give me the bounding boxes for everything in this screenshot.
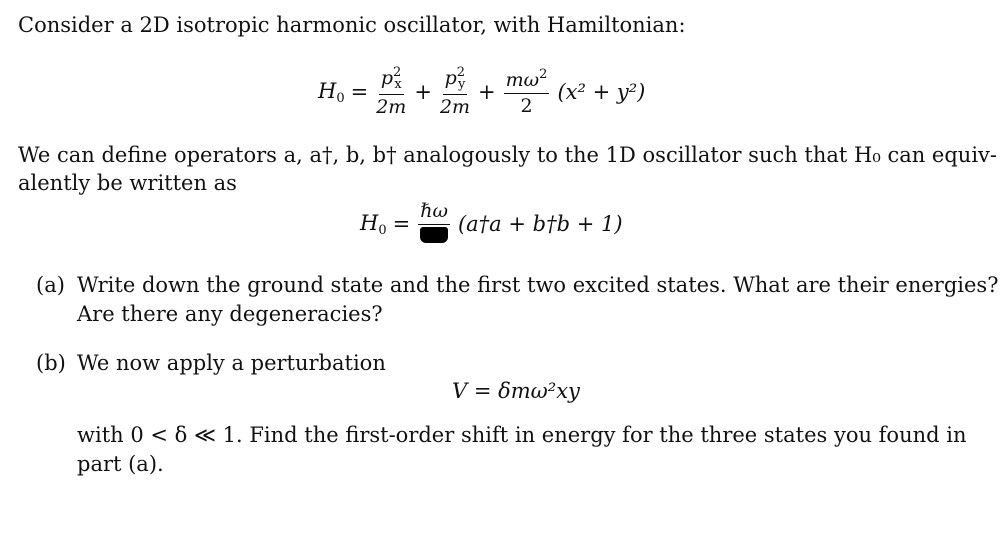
redaction-blot (420, 227, 448, 243)
part-b-label: (b) (36, 351, 66, 375)
eq2-equals: = (392, 212, 411, 236)
eq2-frac: ℏω (418, 201, 450, 248)
hamiltonian-equation (318, 60, 645, 124)
paragraph-2-line-1: We can define operators a, a†, b, b† analogously to the 1D oscillator such that H₀ can equiv- (18, 143, 997, 167)
part-b-line-2: with 0 < δ ≪ 1. Find the first-order shift in energy for the three states you found in (77, 423, 967, 447)
eq2-lhs: $H_0$ (360, 210, 387, 238)
eq1-frac-px: $\frac{p^2_x}{2m}$ (376, 64, 407, 119)
paragraph-2-line-2: alently be written as (18, 171, 237, 195)
part-a-line-1: Write down the ground state and the first two excited states. What are their energies? (77, 273, 999, 297)
eq1-plus-1: + (414, 80, 432, 104)
eq1-equals: = (350, 80, 369, 104)
part-a-label: (a) (36, 273, 65, 297)
perturbation-equation: V = δmω²xy (452, 379, 580, 403)
eq1-lhs: $H_0$ (318, 78, 345, 106)
ladder-hamiltonian-equation (360, 196, 623, 252)
eq1-frac-potential: $\frac{m\omega^2}{2}$ (505, 66, 548, 117)
eq1-paren-term: (x² + y²) (557, 80, 646, 104)
eq1-frac-py: $\frac{p^2_y}{2m}$ (439, 64, 471, 119)
intro-text: Consider a 2D isotropic harmonic oscillator, with Hamiltonian: (18, 13, 686, 37)
part-b-line-3: part (a). (77, 452, 164, 476)
part-b-line-1: We now apply a perturbation (77, 351, 386, 375)
eq2-rhs: (a†a + b†b + 1) (457, 212, 623, 236)
eq1-plus-2: + (478, 80, 496, 104)
part-a-line-2: Are there any degeneracies? (77, 302, 383, 326)
